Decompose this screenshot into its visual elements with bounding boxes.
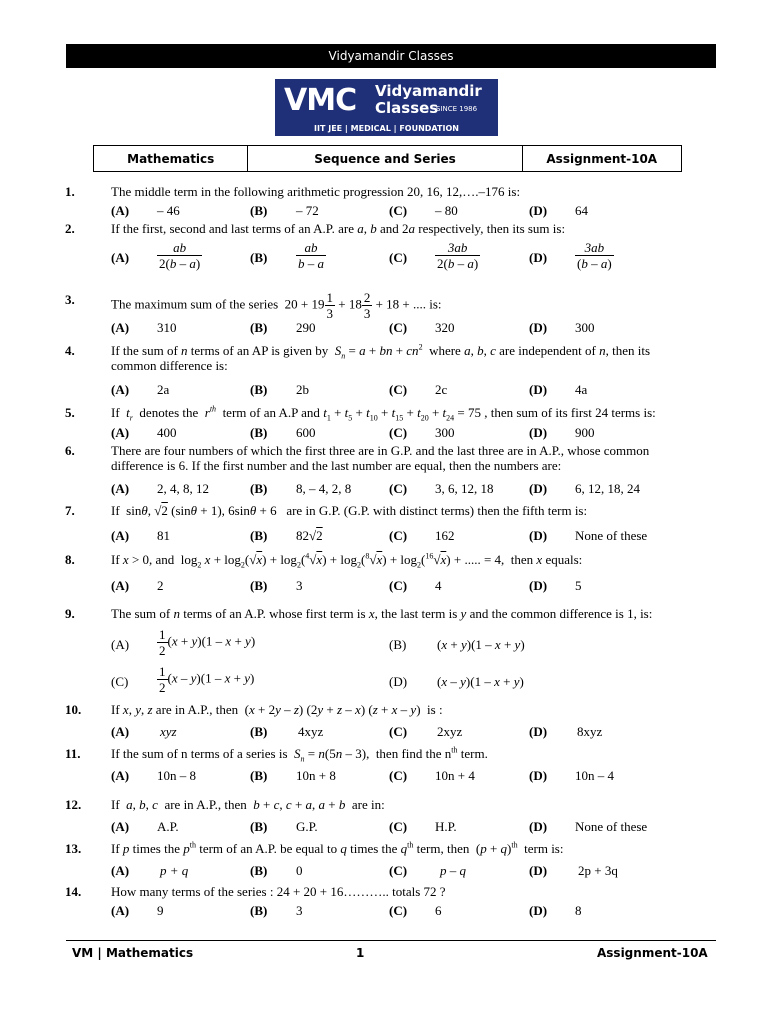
footer-left: VM | Mathematics (72, 946, 194, 960)
option-b-value: 82√2 (296, 528, 323, 543)
assignment-cell: Assignment-10A (546, 151, 658, 166)
logo-name-line1: Vidyamandir (375, 82, 482, 100)
header-bar (66, 44, 716, 68)
logo-mark: VMC (284, 83, 357, 118)
vmc-logo (275, 79, 498, 136)
subject-cell: Mathematics (94, 146, 248, 171)
option-b-fraction: $\frac{ab}{b - a}$ (298, 240, 324, 271)
logo-since: SINCE 1986 (436, 105, 478, 113)
option-d-fraction: $\frac{3ab}{(b - a)}$ (577, 240, 612, 271)
footer-page-number: 1 (356, 946, 365, 960)
question-text: How many terms of the series : 24 + 20 + 16……….. totals 72 ? (111, 884, 446, 899)
logo-name-line2: Classes (375, 99, 439, 117)
question-text: If a, b, c are in A.P., then b + c, c + a, a + b are in: (111, 797, 385, 812)
option-d-value: (x – y)(1 – x + y) (437, 674, 524, 689)
option-b-value: (x + y)(1 – x + y) (437, 637, 525, 652)
question-text: If the first, second and last terms of an A.P. are a, b and 2a respectively, then its sum is: (111, 221, 566, 236)
question-text: If the sum of n terms of a series is $S_n = n(5n - 3)$, then find the $n^{th}$ term. (111, 745, 488, 764)
question-text: The middle term in the following arithmetic progression 20, 16, 12,….–176 is: (111, 184, 521, 199)
question-text: There are four numbers of which the first three are in G.P. and the last three are in A.P., whose common difference is 6. If the first number and the last number are equal, then the numbers are: (111, 443, 650, 473)
topic-cell: Sequence and Series (248, 146, 522, 171)
question-text: If $t_r$ denotes the $r^{th}$ term of an A.P and $t_1 + t_5 + t_{10} + t_{15} + t_{20} + t_{24} = 75$ , then sum of its first 24 terms is: (111, 404, 656, 423)
logo-tagline: IIT JEE | MEDICAL | FOUNDATION (314, 124, 459, 133)
assignment-info-table (93, 145, 682, 172)
footer-divider (66, 940, 716, 941)
question-text: The maximum sum of the series 20 + 19 $\frac{1}{3}$ + 18 $\frac{2}{3}$ + 18 + .... is: (111, 290, 442, 321)
question-text: The sum of n terms of an A.P. whose first term is x, the last term is y and the common difference is 1, is: (111, 606, 653, 621)
footer-right: Assignment-10A (597, 946, 708, 960)
option-a-fraction: $\frac{ab}{2(b - a)}$ (159, 240, 201, 271)
option-a-value: $\frac{1}{2}$ (x + y)(1 – x + y) (159, 627, 256, 658)
option-c-value: $\frac{1}{2}$ (x – y)(1 – x + y) (159, 664, 255, 695)
question-text: If sinθ, √2 (sinθ + 1), 6sinθ + 6 are in G.P. (G.P. with distinct terms) then the fifth term is: (111, 503, 588, 518)
option-c-fraction: $\frac{3ab}{2(b - a)}$ (437, 240, 479, 271)
institute-name: Vidyamandir Classes (328, 49, 454, 63)
question-text: If the sum of n terms of an AP is given by $S_n = a$ + bn + $cn^2$ where a, b, c are independent of n, then its common difference is: (111, 342, 651, 373)
question-text: If x > 0, and $\log_2 x + \log_2(√x) + \log_2(^4√x) + \log_2(^8√x) + \log_2(^{16}√x)$ + ..... = 4, then x equals: (111, 551, 583, 570)
question-text: If p times the $p^{th}$ term of an A.P. be equal to q times the $q^{th}$ term, then $(p + q)^{th}$ term is: (111, 840, 564, 856)
question-text: If x, y, z are in A.P., then (x + 2y – z) (2y + z – x) (z + x – y) is : (111, 702, 443, 717)
